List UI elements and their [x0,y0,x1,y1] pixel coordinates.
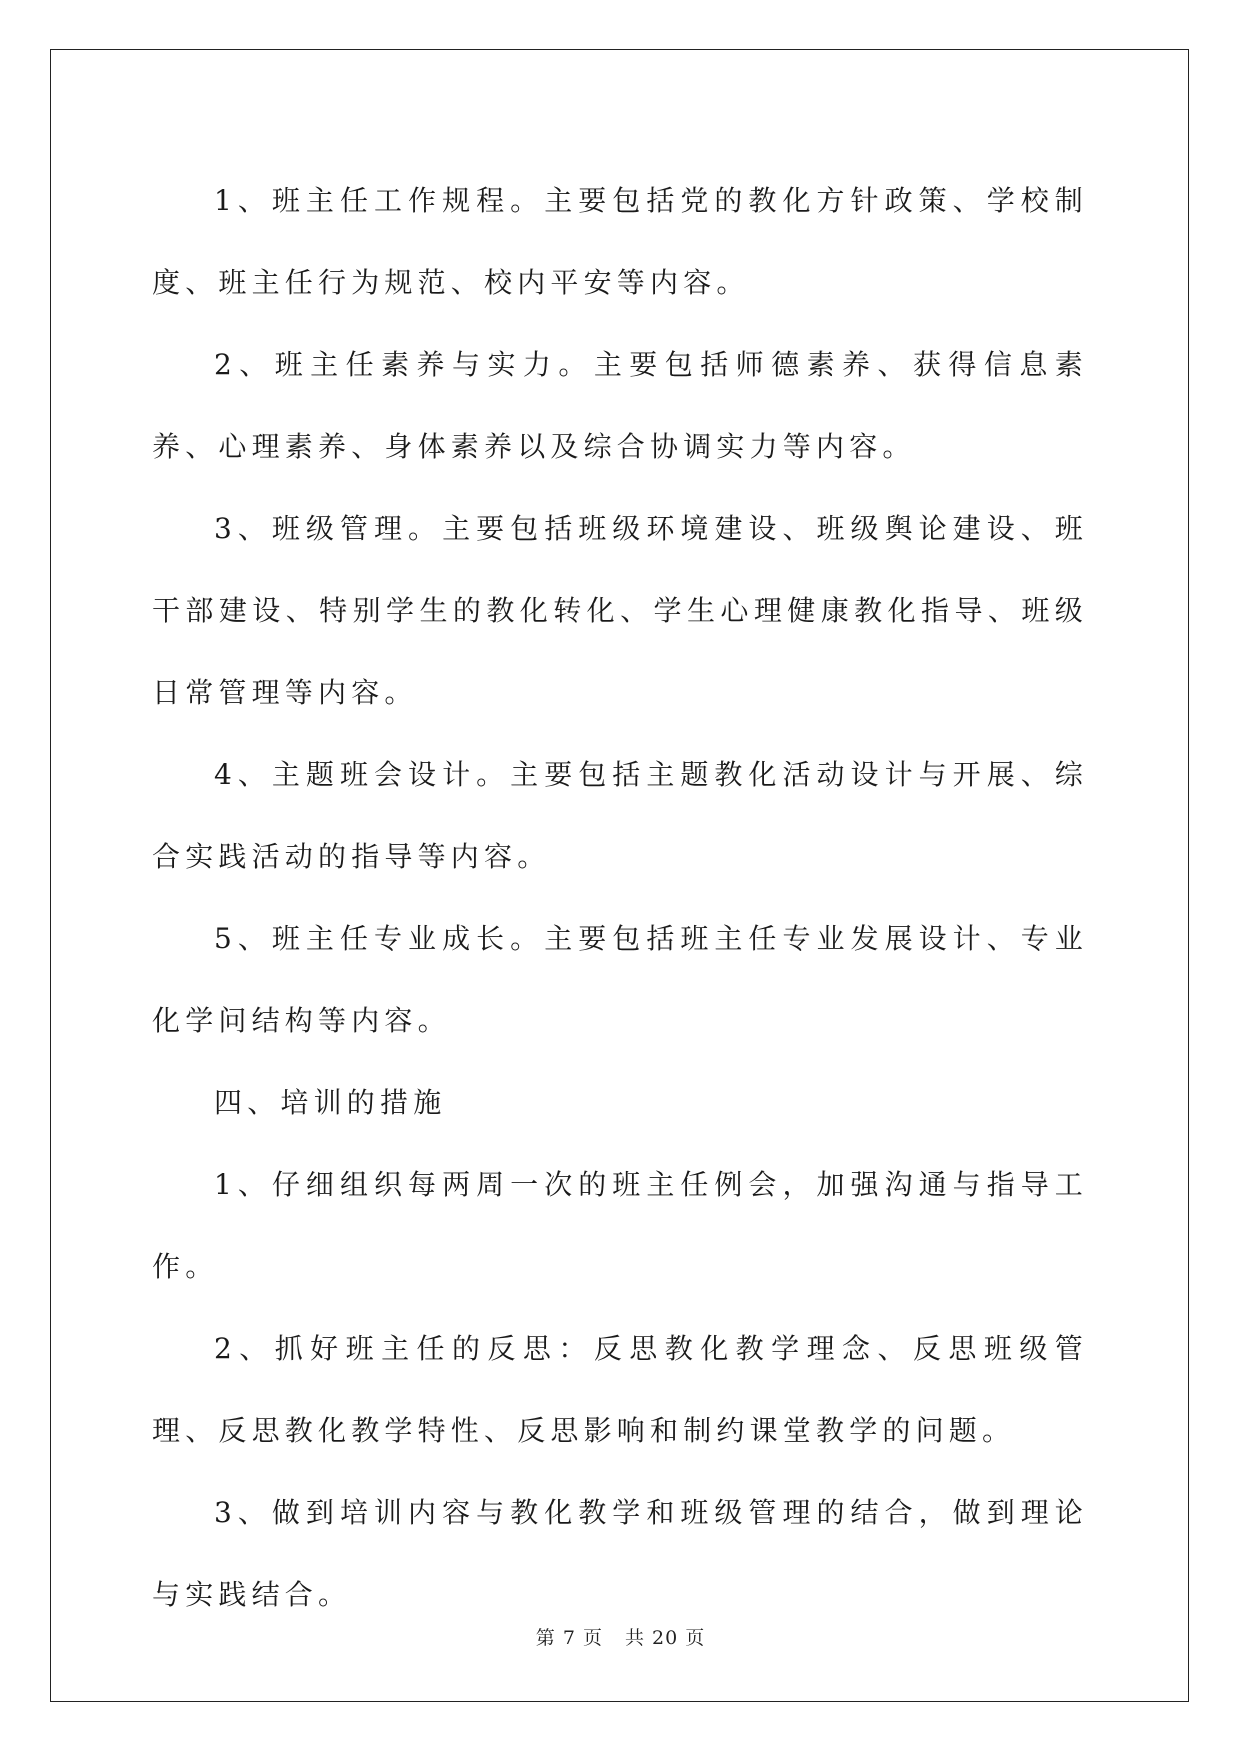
page-number: 第 7 页 [535,1627,603,1649]
paragraph-4: 4、主题班会设计。主要包括主题教化活动设计与开展、综合实践活动的指导等内容。 [152,758,1088,873]
document-body [152,160,1088,1636]
page-footer [0,1623,1241,1650]
paragraph-3: 3、班级管理。主要包括班级环境建设、班级舆论建设、班干部建设、特别学生的教化转化、学生心理健康教化指导、班级日常管理等内容。 [152,512,1088,709]
paragraph-8: 3、做到培训内容与教化教学和班级管理的结合，做到理论与实践结合。 [152,1496,1088,1611]
section-heading: 四、培训的措施 [214,1086,447,1119]
paragraph-6: 1、仔细组织每两周一次的班主任例会，加强沟通与指导工作。 [152,1168,1088,1283]
paragraph-7: 2、抓好班主任的反思：反思教化教学理念、反思班级管理、反思教化教学特性、反思影响和制约课堂教学的问题。 [152,1332,1088,1447]
page-total: 共 20 页 [624,1627,706,1649]
paragraph-2: 2、班主任素养与实力。主要包括师德素养、获得信息素养、心理素养、身体素养以及综合协调实力等内容。 [152,348,1088,463]
paragraph-1: 1、班主任工作规程。主要包括党的教化方针政策、学校制度、班主任行为规范、校内平安等内容。 [152,184,1088,299]
paragraph-5: 5、班主任专业成长。主要包括班主任专业发展设计、专业化学问结构等内容。 [152,922,1088,1037]
